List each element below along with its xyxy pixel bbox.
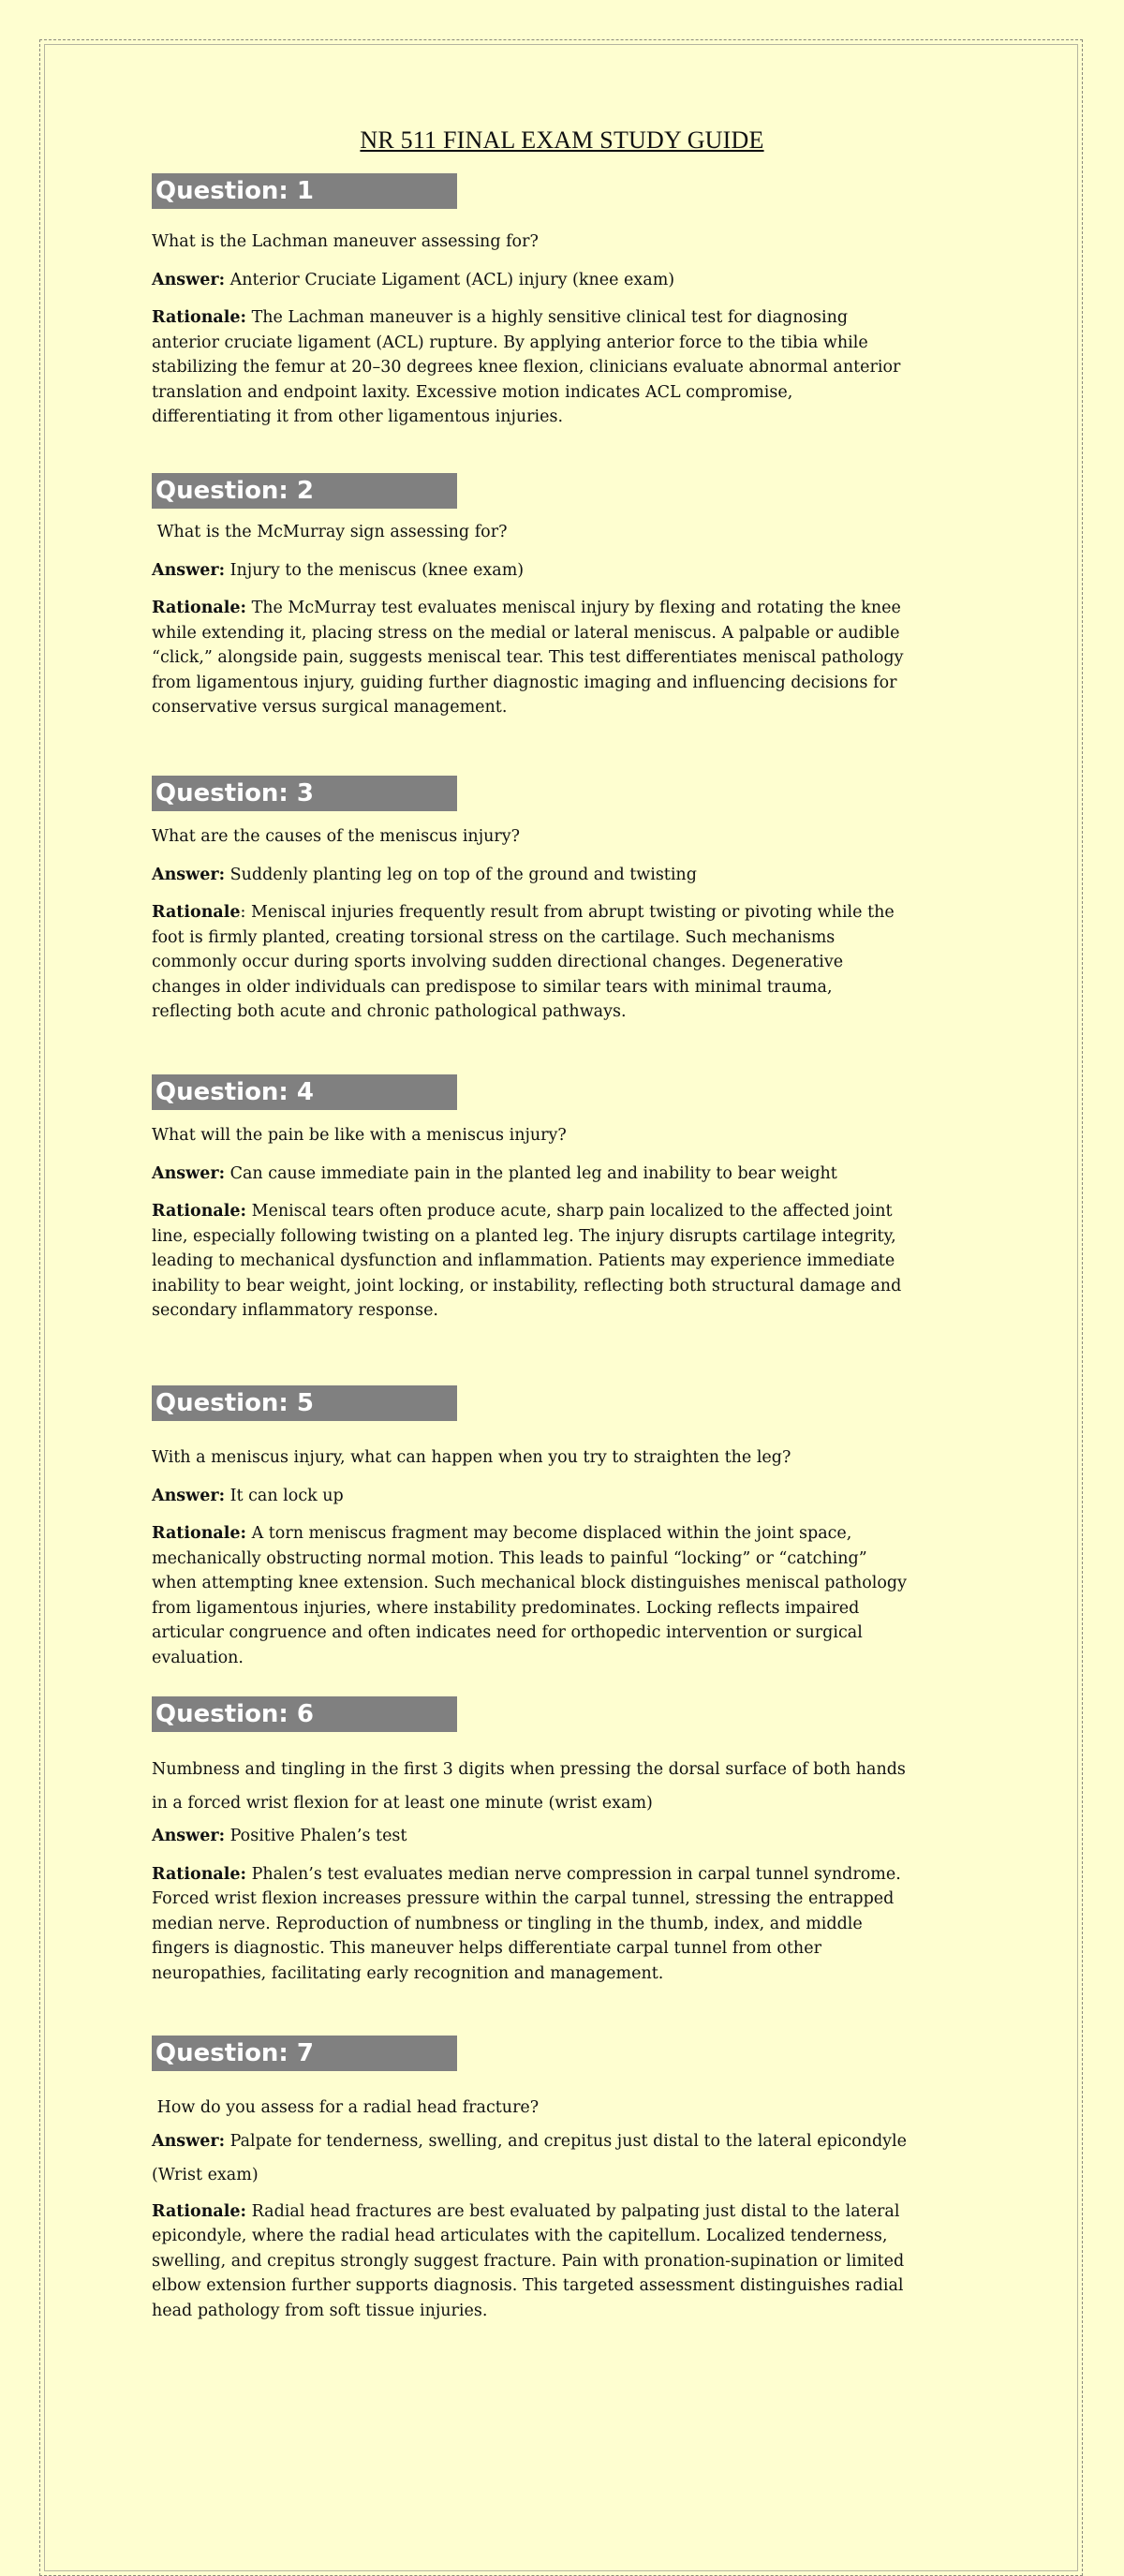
answer-text: Can cause immediate pain in the planted leg and inability to bear weight	[225, 1163, 837, 1183]
rationale-paragraph	[152, 596, 914, 720]
rationale-text: : Meniscal injuries frequently result from abrupt twisting or pivoting while the foot is firmly planted, creating torsional stress on the cartilage. Such mechanisms commonly occur during sports involving sudden directional changes. Degenerative changes in older individuals can predispose to similar tears with minimal trauma, reflecting both acute and chronic pathological pathways.	[152, 903, 895, 1021]
rationale-label: Rationale	[152, 903, 241, 922]
question-text: What is the Lachman maneuver assessing for?	[152, 232, 539, 251]
question-heading: Question: 6	[152, 1696, 457, 1732]
answer-text: Palpate for tenderness, swelling, and crepitus just distal to the lateral epicondyle (Wrist exam)	[152, 2131, 908, 2184]
rationale-text: The Lachman maneuver is a highly sensitive clinical test for diagnosing anterior cruciate ligament (ACL) rupture. By applying anterior force to the tibia while stabilizing the femur at 20–30 degrees knee flexion, clinicians evaluate abnormal anterior translation and endpoint laxity. Excessive motion indicates ACL compromise, differentiating it from other ligamentous injuries.	[152, 308, 901, 426]
question-block-6	[152, 1696, 914, 1986]
answer-line	[152, 268, 914, 293]
answer-text: Suddenly planting leg on top of the ground and twisting	[225, 865, 697, 884]
answer-line	[152, 1484, 914, 1509]
question-text: What is the McMurray sign assessing for?	[152, 523, 508, 541]
rationale-label: Rationale:	[152, 1864, 246, 1884]
question-block-7	[152, 2036, 914, 2323]
question-heading: Question: 7	[152, 2036, 457, 2071]
answer-line	[152, 2124, 914, 2192]
rationale-text: Meniscal tears often produce acute, sharp pain localized to the affected joint line, especially following twisting on a planted leg. The injury disrupts cartilage integrity, leading to mechanical dysfunction and inflammation. Patients may experience immediate inability to bear weight, joint locking, or instability, reflecting both structural damage and secondary inflammatory response.	[152, 1202, 902, 1320]
question-block-4	[152, 1074, 914, 1324]
question-text: Numbness and tingling in the first 3 digits when pressing the dorsal surface of both hands in a forced wrist flexion for at least one minute (wrist exam)	[152, 1760, 906, 1813]
rationale-label: Rationale:	[152, 1524, 246, 1543]
answer-label: Answer:	[152, 560, 226, 580]
question-heading: Question: 2	[152, 473, 457, 509]
answer-label: Answer:	[152, 1486, 226, 1505]
rationale-label: Rationale:	[152, 308, 246, 327]
page-title: NR 511 FINAL EXAM STUDY GUIDE	[360, 126, 764, 154]
answer-line	[152, 1824, 914, 1849]
answer-line	[152, 863, 914, 888]
question-heading: Question: 5	[152, 1385, 457, 1421]
question-text: What will the pain be like with a meniscus injury?	[152, 1126, 567, 1145]
question-block-3	[152, 776, 914, 1025]
rationale-paragraph	[152, 900, 914, 1025]
answer-label: Answer:	[152, 2131, 226, 2151]
rationale-text: A torn meniscus fragment may become displaced within the joint space, mechanically obstructing normal motion. This leads to painful “locking” or “catching” when attempting knee extension. Such mechanical block distinguishes meniscal pathology from ligamentous injuries, where instability predominates. Locking reflects impaired articular congruence and often indicates need for orthopedic intervention or surgical evaluation.	[152, 1524, 908, 1667]
answer-text: Anterior Cruciate Ligament (ACL) injury (knee exam)	[225, 270, 675, 289]
question-heading: Question: 1	[152, 173, 457, 209]
answer-label: Answer:	[152, 270, 226, 289]
question-heading: Question: 4	[152, 1074, 457, 1110]
answer-text: Injury to the meniscus (knee exam)	[225, 560, 525, 580]
rationale-text: Radial head fractures are best evaluated by palpating just distal to the lateral epicondyle, where the radial head articulates with the capitellum. Localized tenderness, swelling, and crepitus strongly suggest fracture. Pain with pronation-supination or limited elbow extension further supports diagnosis. This targeted assessment distinguishes radial head pathology from soft tissue injuries.	[152, 2201, 905, 2320]
rationale-text: The McMurray test evaluates meniscal injury by flexing and rotating the knee while extending it, placing stress on the medial or lateral meniscus. A palpable or audible “click,” alongside pain, suggests meniscal tear. This test differentiates meniscal pathology from ligamentous injury, guiding further diagnostic imaging and influencing decisions for conservative versus surgical management.	[152, 599, 904, 717]
rationale-label: Rationale:	[152, 599, 246, 617]
answer-line	[152, 558, 914, 584]
question-block-1	[152, 173, 914, 430]
rationale-paragraph	[152, 305, 914, 430]
answer-line	[152, 1162, 914, 1187]
answer-label: Answer:	[152, 865, 226, 884]
rationale-paragraph	[152, 1862, 914, 1987]
question-heading: Question: 3	[152, 776, 457, 811]
answer-text: It can lock up	[225, 1486, 344, 1505]
answer-label: Answer:	[152, 1827, 226, 1845]
rationale-paragraph	[152, 1521, 914, 1670]
rationale-text: Phalen’s test evaluates median nerve compression in carpal tunnel syndrome. Forced wrist flexion increases pressure within the carpal tunnel, stressing the entrapped median nerve. Reproduction of numbness or tingling in the thumb, index, and middle fingers is diagnostic. This maneuver helps differentiate carpal tunnel from other neuropathies, facilitating early recognition and management.	[152, 1864, 901, 1983]
rationale-paragraph	[152, 2199, 914, 2324]
rationale-paragraph	[152, 1199, 914, 1324]
rationale-label: Rationale:	[152, 1202, 246, 1221]
question-text: How do you assess for a radial head fracture?	[152, 2098, 540, 2117]
question-block-5	[152, 1385, 914, 1670]
question-text: With a meniscus injury, what can happen when you try to straighten the leg?	[152, 1448, 791, 1467]
question-block-2	[152, 473, 914, 720]
answer-text: Positive Phalen’s test	[225, 1827, 407, 1845]
rationale-label: Rationale:	[152, 2201, 246, 2221]
answer-label: Answer:	[152, 1163, 226, 1183]
question-text: What are the causes of the meniscus injury?	[152, 827, 521, 846]
